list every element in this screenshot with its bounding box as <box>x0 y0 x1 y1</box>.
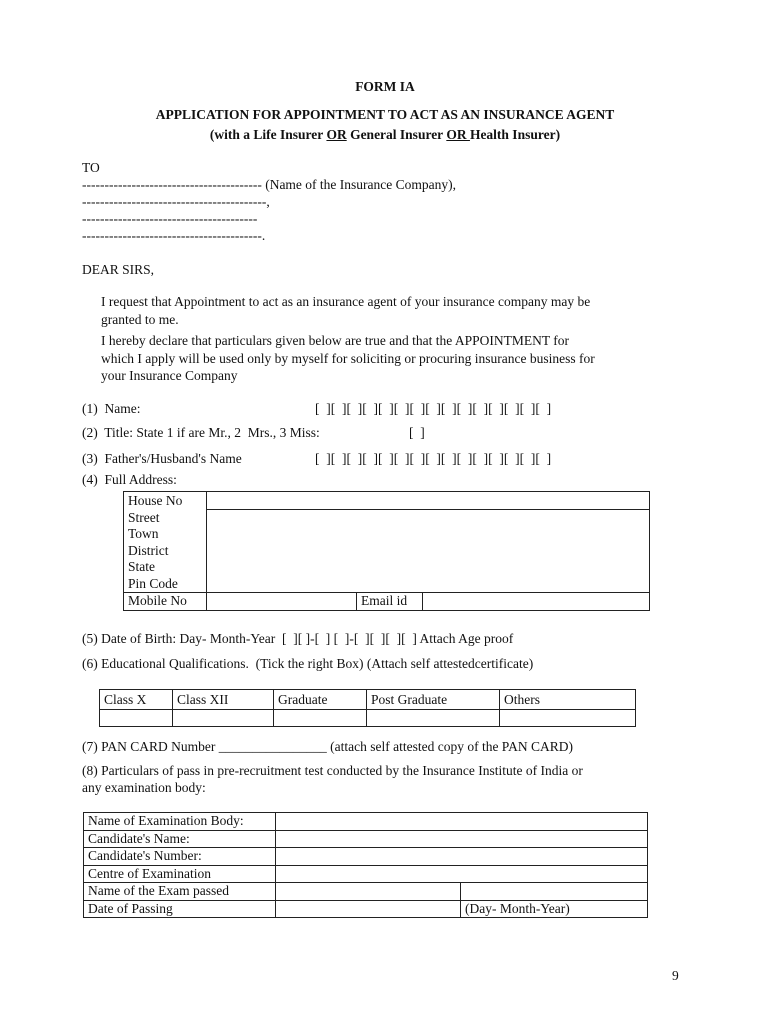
subheading-or: OR <box>446 127 470 142</box>
address-field-label: State <box>124 559 207 576</box>
exam-field-label: Centre of Examination <box>84 865 276 883</box>
education-checkbox-others[interactable] <box>500 710 636 727</box>
address-table <box>123 491 650 611</box>
education-col-class-xii: Class XII <box>173 690 274 710</box>
exam-field-input[interactable] <box>276 865 648 883</box>
subheading-part: General Insurer <box>346 127 447 142</box>
address-row <box>124 526 650 543</box>
exam-field-input[interactable] <box>276 848 648 866</box>
address-field-label: House No <box>124 492 207 510</box>
address-field-label: Street <box>124 509 207 526</box>
exam-field-label: Candidate's Number: <box>84 848 276 866</box>
email-label: Email id <box>357 593 423 611</box>
subheading-or: OR <box>326 127 347 142</box>
address-field-input[interactable] <box>207 526 650 543</box>
exam-table <box>83 812 648 918</box>
education-checkbox-class-x[interactable] <box>100 710 173 727</box>
to-line-company: ---------------------------------------- (Name of the Insurance Company), <box>82 177 457 192</box>
form-title: FORM IA <box>355 79 415 94</box>
declare-line-1: I hereby declare that particulars given below are true and that the APPOINTMENT for <box>101 333 569 348</box>
father-name-label: (3) Father's/Husband's Name <box>82 451 242 466</box>
exam-field-label: Candidate's Name: <box>84 830 276 848</box>
address-row <box>124 576 650 593</box>
title-label: (2) Title: State 1 if are Mr., 2 Mrs., 3 Miss: <box>82 425 320 440</box>
name-boxes[interactable]: [ ][ ][ ][ ][ ][ ][ ][ ][ ][ ][ ][ ][ ][ ][ ] <box>315 401 552 416</box>
address-field-input[interactable] <box>207 492 650 510</box>
exam-row <box>84 848 648 866</box>
to-line-3: --------------------------------------- <box>82 211 258 226</box>
education-col-post-graduate: Post Graduate <box>367 690 500 710</box>
exam-field-label: Name of the Exam passed <box>84 883 276 901</box>
education-checkbox-class-xii[interactable] <box>173 710 274 727</box>
address-field-label: Town <box>124 526 207 543</box>
exam-field-input[interactable] <box>276 883 461 901</box>
address-field-input[interactable] <box>207 543 650 560</box>
education-col-graduate: Graduate <box>274 690 367 710</box>
address-row <box>124 543 650 560</box>
email-input[interactable] <box>423 593 650 611</box>
education-col-class-x: Class X <box>100 690 173 710</box>
education-col-others: Others <box>500 690 636 710</box>
request-line-2: granted to me. <box>101 312 179 327</box>
subheading-part: Health Insurer) <box>469 127 561 142</box>
page-number: 9 <box>672 968 679 983</box>
address-field-label: Mobile No <box>124 593 207 611</box>
exam-row <box>84 813 648 831</box>
education-label: (6) Educational Qualifications. (Tick the right Box) (Attach self attestedcertificate) <box>82 656 534 671</box>
exam-row <box>84 883 648 901</box>
exam-intro-line-2: any examination body: <box>82 780 206 795</box>
exam-row <box>84 865 648 883</box>
father-name-boxes[interactable]: [ ][ ][ ][ ][ ][ ][ ][ ][ ][ ][ ][ ][ ][ ][ ] <box>315 451 552 466</box>
exam-field-label: Date of Passing <box>84 900 276 918</box>
to-line-4: ----------------------------------------. <box>82 228 266 243</box>
exam-field-input[interactable] <box>276 900 461 918</box>
address-field-label: District <box>124 543 207 560</box>
request-line-1: I request that Appointment to act as an insurance agent of your insurance company may be <box>101 294 591 309</box>
salutation: DEAR SIRS, <box>82 262 155 277</box>
address-row <box>124 492 650 510</box>
exam-row <box>84 900 648 918</box>
form-heading: APPLICATION FOR APPOINTMENT TO ACT AS AN INSURANCE AGENT <box>155 107 615 122</box>
exam-row <box>84 830 648 848</box>
form-subheading <box>0 126 770 144</box>
address-field-input[interactable] <box>207 509 650 526</box>
address-field-input[interactable] <box>207 576 650 593</box>
address-field-label: Pin Code <box>124 576 207 593</box>
address-row <box>124 509 650 526</box>
address-field-input[interactable] <box>207 559 650 576</box>
exam-field-label: Name of Examination Body: <box>84 813 276 831</box>
name-label: (1) Name: <box>82 401 141 416</box>
date-format-hint: (Day- Month-Year) <box>461 900 648 918</box>
exam-field-input[interactable] <box>276 813 648 831</box>
title-box[interactable]: [ ] <box>409 425 425 440</box>
subheading-part: (with a Life Insurer <box>209 127 327 142</box>
address-label: (4) Full Address: <box>82 472 177 487</box>
to-line-2: -----------------------------------------, <box>82 194 270 209</box>
exam-intro-line-1: (8) Particulars of pass in pre-recruitment test conducted by the Insurance Institute of India or <box>82 763 583 778</box>
mobile-input[interactable] <box>207 593 357 611</box>
declare-line-3: your Insurance Company <box>101 368 238 383</box>
address-row <box>124 593 650 611</box>
dob-line: (5) Date of Birth: Day- Month-Year [ ][ ]-[ ] [ ]-[ ][ ][ ][ ] Attach Age proof <box>82 631 514 646</box>
to-label: TO <box>82 160 100 175</box>
education-checkbox-graduate[interactable] <box>274 710 367 727</box>
declare-line-2: which I apply will be used only by myself for soliciting or procuring insurance business for <box>101 351 595 366</box>
education-table <box>99 689 636 727</box>
pan-line: (7) PAN CARD Number ________________ (attach self attested copy of the PAN CARD) <box>82 739 573 754</box>
exam-field-input[interactable] <box>276 830 648 848</box>
address-row <box>124 559 650 576</box>
education-checkbox-post-graduate[interactable] <box>367 710 500 727</box>
exam-field-input-extra[interactable] <box>461 883 648 901</box>
